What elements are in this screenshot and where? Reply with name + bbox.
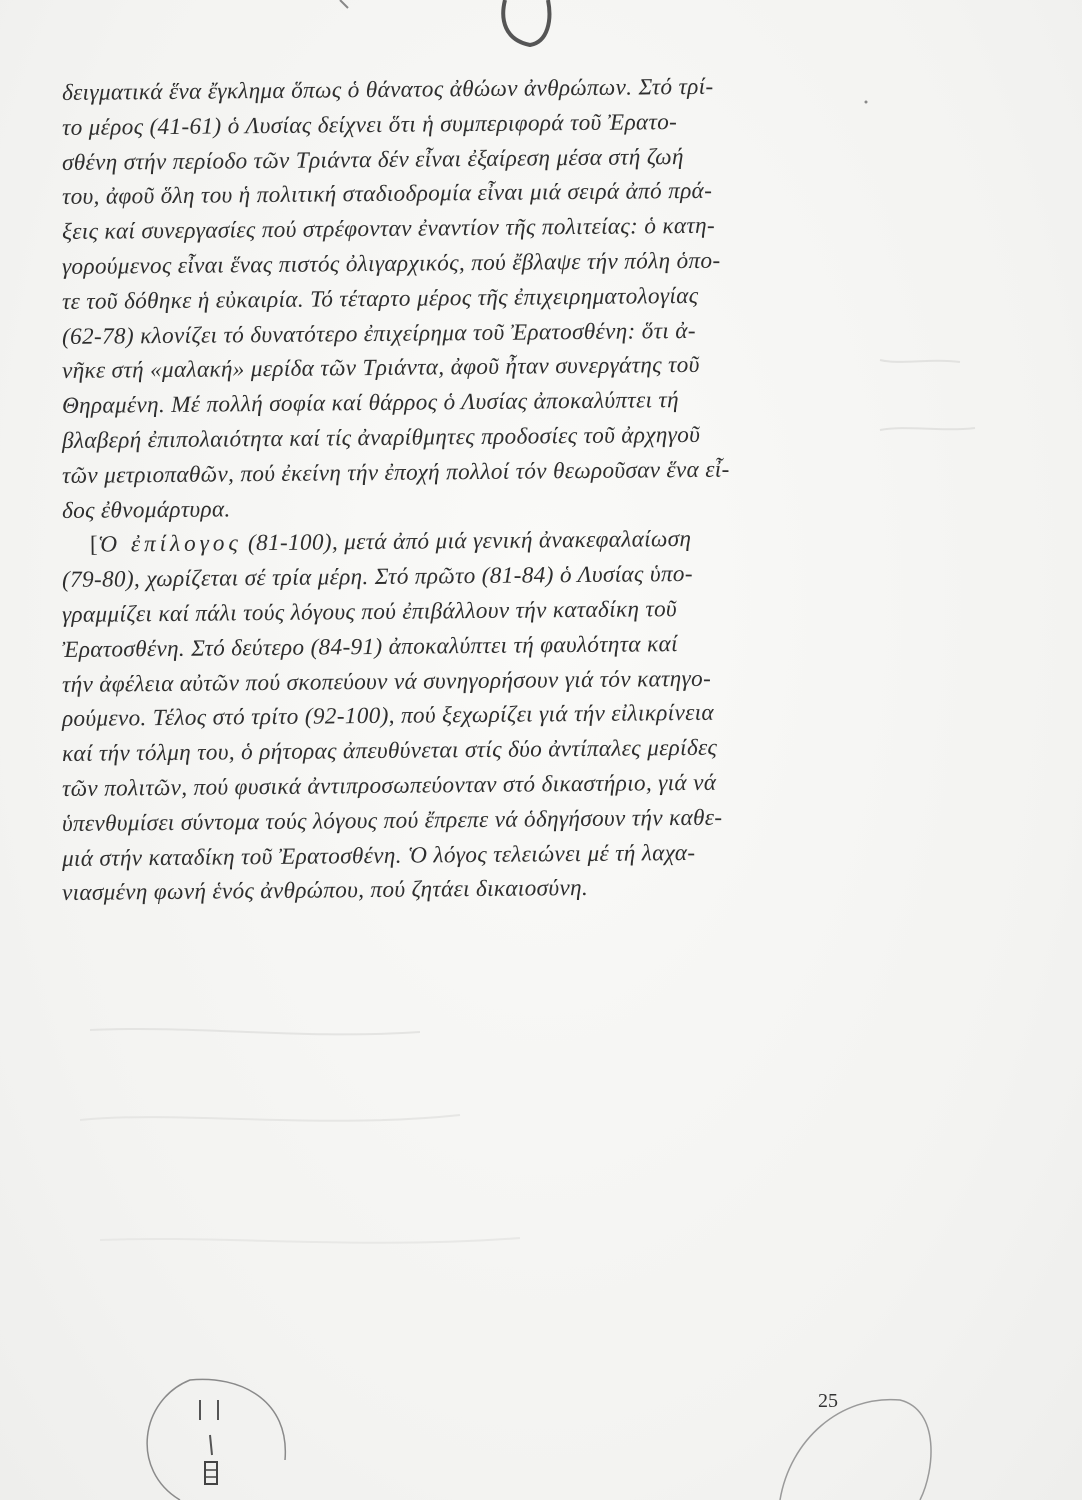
section-heading-word: Ὁ ἐπίλογος	[97, 530, 242, 559]
text-line: τήν ἀφέλεια αὐτῶν πού σκοπεύουν νά συνηγορήσουν γιά τόν κατηγο-	[61, 665, 712, 698]
body-text	[61, 73, 852, 911]
text-line: του, ἀφοῦ ὅλη του ἡ πολιτική σταδιοδρομία εἶναι μιά σειρά ἀπό πρά-	[61, 178, 713, 211]
text-line: (79-80), χωρίζεται σέ τρία μέρη. Στό πρῶτο (81-84) ὁ Λυσίας ὑπο-	[61, 561, 693, 594]
text-line: σθένη στήν περίοδο τῶν Τριάντα δέν εἶναι ἐξαίρεση μέσα στή ζωή	[61, 143, 684, 176]
paragraph-2	[62, 528, 852, 911]
text-line: δος ἐθνομάρτυρα.	[61, 495, 231, 524]
text-line: Ἐρατοσθένη. Στό δεύτερο (84-91) ἀποκαλύπτει τή φαυλότητα καί	[61, 630, 678, 663]
text-line: (62-78) κλονίζει τό δυνατότερο ἐπιχείρημα τοῦ Ἐρατοσθένη: ὅτι ἀ-	[61, 317, 696, 350]
margin-dot	[865, 101, 868, 104]
text-line: Θηραμένη. Μέ πολλή σοφία καί θάρρος ὁ Λυσίας ἀποκαλύπτει τή	[61, 387, 680, 420]
text-line: τῶν μετριοπαθῶν, πού ἐκείνη τήν ἐποχή πολλοί τόν θεωροῦσαν ἕνα εἶ-	[61, 456, 730, 489]
text-line: το μέρος (41-61) ὁ Λυσίας δείχνει ὅτι ἡ συμπεριφορά τοῦ Ἐρατο-	[61, 108, 678, 141]
bleed-line	[880, 428, 975, 430]
pencil-arc-right	[780, 1400, 931, 1500]
text-line: τῶν πολιτῶν, πού φυσικά ἀντιπροσωπεύονταν στό δικαστήριο, γιά νά	[61, 769, 717, 802]
text-line: γορούμενος εἶναι ἕνας πιστός ὀλιγαρχικός, πού ἔβλαψε τήν πόλη ὁπο-	[61, 247, 721, 280]
bleed-line	[80, 1115, 460, 1121]
text-line: μιά στήν καταδίκη τοῦ Ἐρατοσθένη. Ὁ λόγος τελειώνει μέ τή λαχα-	[61, 839, 696, 872]
top-tick-mark	[340, 0, 348, 8]
text-line: ξεις καί συνεργασίες πού στρέφονταν ἐναντίον τῆς πολιτείας: ὁ κατη-	[61, 212, 716, 246]
text-line: ρούμενο. Τέλος στό τρίτο (92-100), πού ξεχωρίζει γιά τήν εἰλικρίνεια	[61, 700, 715, 733]
text-fragment: (81-100), μετά ἀπό μιά γενική ἀνακεφαλαίωση	[241, 526, 692, 557]
text-line: καί τήν τόλμη του, ὁ ρήτορας ἀπευθύνεται στίς δύο ἀντίπαλες μερίδες	[61, 734, 718, 768]
pencil-box	[205, 1462, 217, 1484]
pencil-bracket: [	[89, 532, 99, 559]
pencil-ticks	[200, 1400, 218, 1455]
text-line: νιασμένη φωνή ἑνός ἀνθρώπου, πού ζητάει δικαιοσύνη.	[61, 875, 589, 907]
paragraph-1	[61, 73, 852, 528]
text-line: νῆκε στή «μαλακή» μερίδα τῶν Τριάντα, ἀφοῦ ἦταν συνεργάτης τοῦ	[61, 352, 700, 385]
bleed-line	[880, 360, 960, 362]
text-line: τε τοῦ δόθηκε ἡ εὐκαιρία. Τό τέταρτο μέρος τῆς ἐπιχειρηματολογίας	[61, 282, 699, 315]
text-line: δειγματικά ἕνα ἔγκλημα ὅπως ὁ θάνατος ἀθώων ἀνθρώπων. Στό τρί-	[61, 73, 714, 106]
text-line: ὑπενθυμίσει σύντομα τούς λόγους πού ἔπρεπε νά ὁδηγήσουν τήν καθε-	[61, 804, 723, 837]
binding-ring-mark	[503, 0, 549, 45]
text-line: βλαβερή ἐπιπολαιότητα καί τίς ἀναρίθμητες προδοσίες τοῦ ἀρχηγοῦ	[61, 421, 701, 454]
bleed-line	[100, 1238, 520, 1243]
text-line: γραμμίζει καί πάλι τούς λόγους πού ἐπιβάλλουν τήν καταδίκη τοῦ	[61, 596, 678, 628]
bleed-line	[90, 1029, 420, 1034]
page-number: 25	[818, 1390, 838, 1412]
